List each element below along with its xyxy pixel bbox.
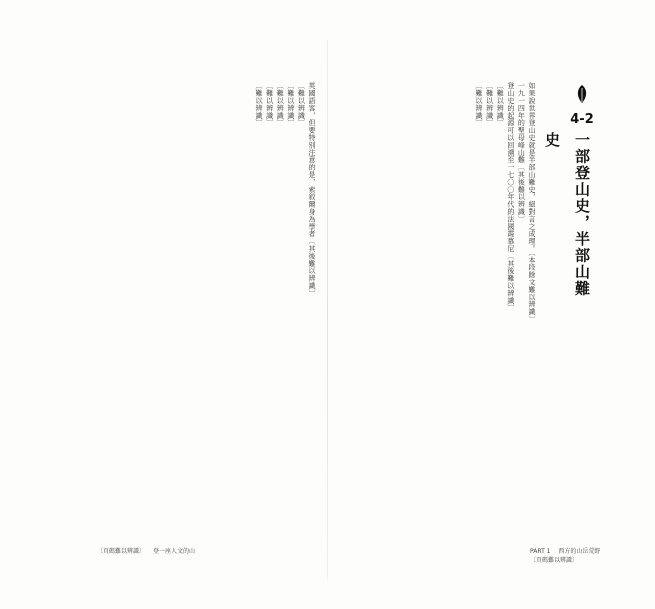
paragraph: 〔難以辨識〕 — [297, 82, 306, 127]
chapter-title: 一部登山史，半部山難史 — [543, 132, 591, 297]
left-page-footer — [97, 546, 201, 555]
part-label: PART 1 — [530, 548, 551, 555]
paragraph: 〔難以辨識〕 — [286, 82, 295, 127]
right-page-text — [337, 82, 537, 512]
paragraph: 〔難以辨識〕 — [276, 82, 285, 127]
chapter-number: 4-2 — [570, 112, 594, 127]
paragraph: 一九一四年的聖母峰山難〔其後難以辨識〕 — [517, 82, 526, 223]
paragraph: 〔難以辨識〕 — [485, 82, 494, 127]
leaf-icon — [575, 84, 589, 104]
page-number: 〔頁碼難以辨識〕 — [97, 548, 146, 555]
chapter-heading — [543, 82, 611, 302]
paragraph: 如果說世界登山史就是半部山難史，絕對言之成理。〔本段餘文難以辨識〕 — [528, 82, 536, 323]
paragraph: 登山史的起源可以回溯至一七〇〇年代的法國霞慕尼〔其後難以辨識〕 — [506, 82, 515, 312]
paragraph: 〔難以辨識〕 — [475, 82, 484, 127]
right-page-footer — [530, 546, 655, 564]
paragraph: 〔難以辨識〕 — [265, 82, 274, 127]
paragraph: 英國語客，但要特別注意的是，索敘爾身為學者〔其後難以辨識〕 — [308, 82, 316, 297]
left-page-text — [97, 82, 317, 512]
page-gutter — [327, 40, 328, 580]
paragraph: 〔難以辨識〕 — [255, 82, 264, 127]
running-title: 西方的山岳荒野 — [558, 548, 601, 555]
running-title: 登一座人文的山 — [152, 548, 195, 555]
page-number: 〔頁碼難以辨識〕 — [530, 557, 579, 564]
paragraph: 〔難以辨識〕 — [496, 82, 505, 127]
